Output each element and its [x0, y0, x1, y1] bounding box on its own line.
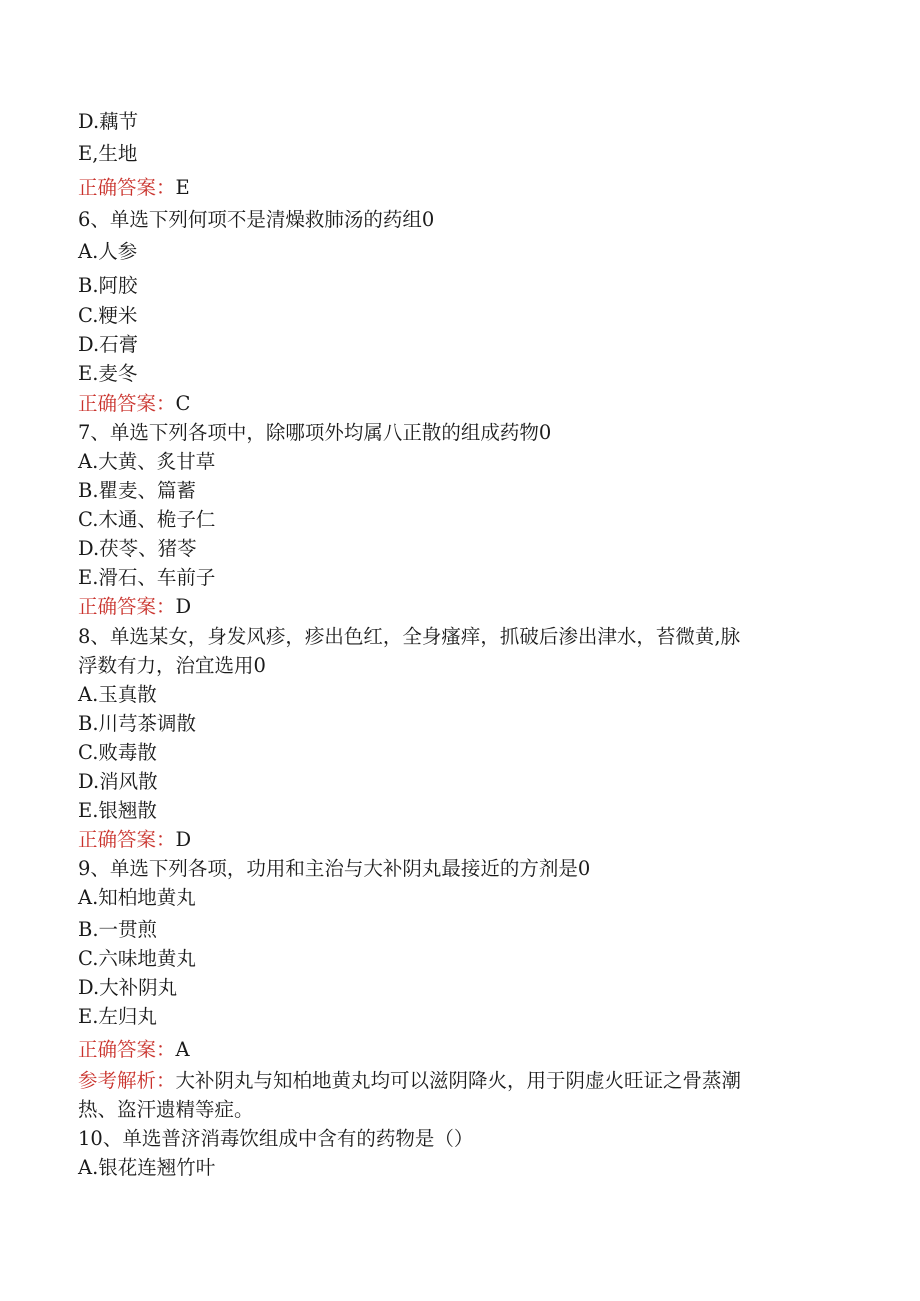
q6-option-b: B.阿胶	[78, 274, 138, 297]
q7-option-e: E.滑石、车前子	[78, 566, 216, 589]
q6-option-a: A.人参	[78, 240, 138, 263]
q9-analysis-line2: 热、盗汗遗精等症。	[78, 1098, 254, 1121]
q8-option-a: A.玉真散	[78, 683, 157, 706]
q6-stem: 6、单选下列何项不是清燥救肺汤的药组0	[78, 208, 435, 231]
q7-option-b: B.瞿麦、篇蓄	[78, 479, 197, 502]
q6-answer	[78, 392, 190, 416]
q10-stem: 10、单选普济消毒饮组成中含有的药物是（）	[78, 1127, 474, 1150]
q9-stem: 9、单选下列各项，功用和主治与大补阴丸最接近的方剂是0	[78, 857, 591, 880]
q6-option-e: E.麦冬	[78, 362, 138, 385]
answer-value: D	[175, 595, 192, 618]
q7-answer	[78, 595, 191, 619]
q7-stem: 7、单选下列各项中，除哪项外均属八正散的组成药物0	[78, 421, 552, 444]
q9-answer	[78, 1038, 190, 1062]
q9-option-b: B.一贯煎	[78, 918, 158, 941]
q8-option-c: C.败毒散	[78, 741, 157, 764]
q8-stem-line1: 8、单选某女，身发风疹，疹出色红，全身瘙痒，抓破后渗出津水，苔微黄,脉	[78, 625, 741, 648]
q9-option-a: A.知柏地黄丸	[78, 886, 196, 909]
q10-option-a: A.银花连翘竹叶	[78, 1156, 216, 1179]
q9-option-e: E.左归丸	[78, 1005, 157, 1028]
q7-option-c: C.木通、桅子仁	[78, 508, 216, 531]
answer-label: 正确答案：	[78, 392, 176, 415]
q9-analysis-line1	[78, 1069, 741, 1093]
q5-option-e: E,生地	[78, 142, 138, 165]
answer-value: E	[175, 176, 190, 199]
q5-option-d: D.藕节	[78, 110, 139, 133]
analysis-text: 大补阴丸与知柏地黄丸均可以滋阴降火，用于阴虚火旺证之骨蒸潮	[175, 1069, 742, 1092]
answer-value: D	[175, 828, 192, 851]
answer-label: 正确答案：	[78, 595, 176, 618]
answer-label: 正确答案：	[78, 1038, 176, 1061]
answer-value: A	[175, 1038, 190, 1061]
q7-option-d: D.茯苓、猪苓	[78, 537, 197, 560]
answer-value: C	[175, 392, 191, 415]
q9-option-d: D.大补阴丸	[78, 976, 178, 999]
answer-label: 正确答案：	[78, 176, 176, 199]
q8-option-e: E.银翘散	[78, 799, 157, 822]
q7-option-a: A.大黄、炙甘草	[78, 450, 216, 473]
analysis-label: 参考解析：	[78, 1069, 176, 1092]
q8-option-b: B.川芎茶调散	[78, 712, 197, 735]
answer-label: 正确答案：	[78, 828, 176, 851]
q8-option-d: D.消风散	[78, 770, 158, 793]
q6-option-d: D.石膏	[78, 333, 139, 356]
q8-stem-line2: 浮数有力，治宜选用0	[78, 654, 266, 677]
q8-answer	[78, 828, 191, 852]
q6-option-c: C.粳米	[78, 304, 138, 327]
q5-answer	[78, 176, 190, 200]
q9-option-c: C.六味地黄丸	[78, 947, 196, 970]
